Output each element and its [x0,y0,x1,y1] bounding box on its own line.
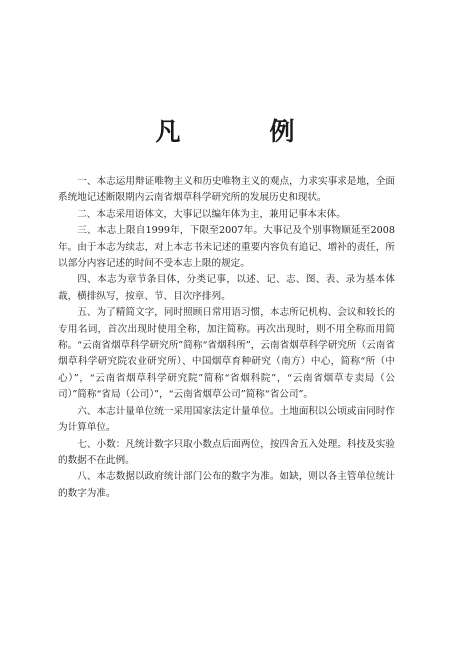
paragraph-6: 六、本志计量单位统一采用国家法定计量单位。土地面积以公顷或亩同时作为计算单位。 [58,405,395,434]
paragraph-1: 一、本志运用辩证唯物主义和历史唯物主义的观点，力求实事求是地，全面系统地记述断限期内云南省烟草科学研究所的发展历史和现状。 [58,176,395,204]
page-title: 凡 例 [155,117,327,146]
page-body [58,174,395,502]
paragraph-2: 二、本志采用语体文，大事记以编年体为主，兼用记事本末体。 [77,208,346,220]
paragraph-5: 五、为了精简文字，同时照顾日常用语习惯，本志所记机构、会议和较长的专用名词，首次出现时使用全称，加注简称。再次出现时，则不用全称而用简称。“云南省烟草科学研究所”简称“省烟科所”，云南省烟草科学研究所（云南省烟草科学研究院农业研究所）、中国烟草育种研究（南方）中心，简称“所（中心）”，“云南省烟草科学研究院”简称“省烟科院”，“云南省烟草专卖局（公司）”简称“省局（公司）”，“云南省烟草公司”简称“省公司”。 [58,307,395,401]
paragraph-3: 三、本志上限自1999年，下限至2007年。大事记及个别事物顺延至2008年。由于本志为续志，对上本志书未记述的重要内容负有追记、增补的责任，所以部分内容记述的时间不受本志上限的规定。 [58,225,395,270]
paragraph-7: 七、小数：凡统计数字只取小数点后面两位，按四舍五入处理。科技及实验的数据不在此例。 [58,438,395,466]
paragraph-4: 四、本志为章节条目体，分类记事，以述、记、志、图、表、录为基本体裁，横排纵写，按章、节、目次序排列。 [58,274,395,302]
paragraph-8: 八、本志数据以政府统计部门公布的数字为准。如缺，则以各主管单位统计的数字为准。 [58,471,395,499]
